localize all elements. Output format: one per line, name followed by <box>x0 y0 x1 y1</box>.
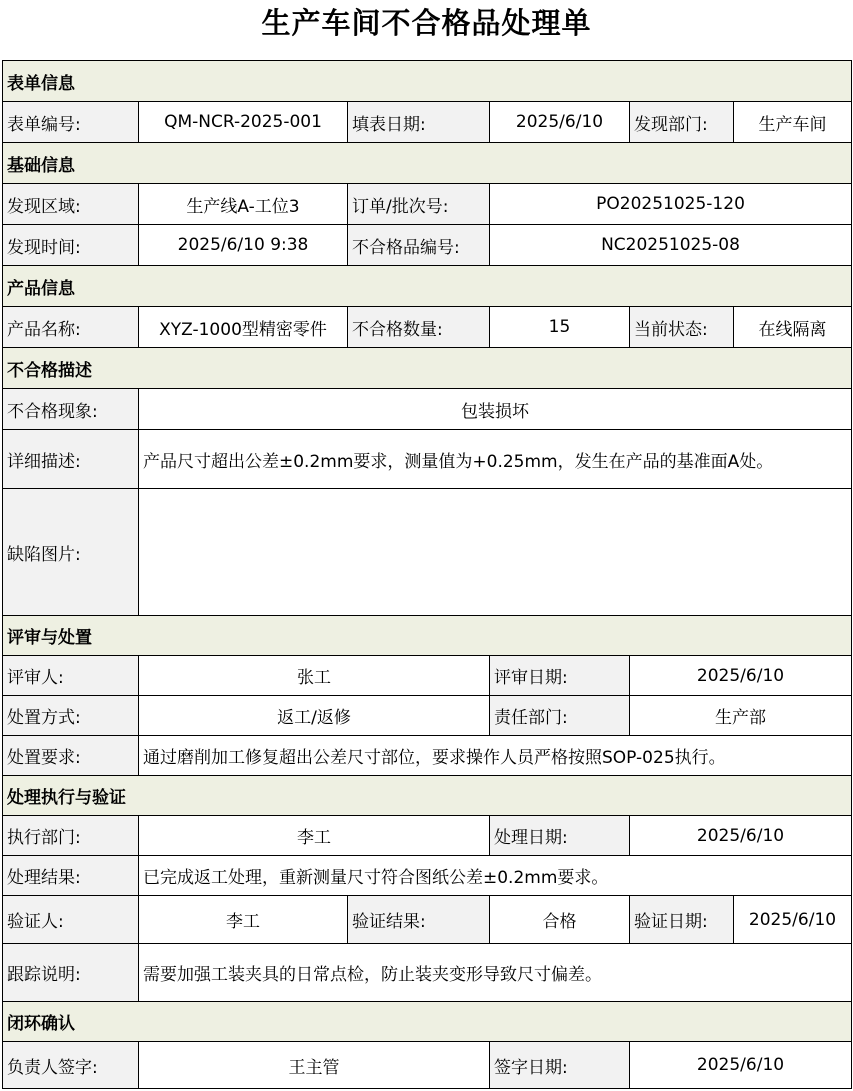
exec-dept-value[interactable]: 李工 <box>139 816 490 856</box>
verify-result-value[interactable]: 合格 <box>490 896 630 944</box>
fill-date-value[interactable]: 2025/6/10 <box>490 102 630 143</box>
section-form-info: 表单信息 <box>3 61 852 102</box>
product-name-label: 产品名称: <box>3 307 139 348</box>
signer-label: 负责人签字: <box>3 1042 139 1089</box>
result-label: 处理结果: <box>3 856 139 896</box>
tracking-value[interactable]: 需要加强工装夹具的日常点检，防止装夹变形导致尺寸偏差。 <box>139 944 852 1002</box>
section-nonconformity: 不合格描述 <box>3 348 852 389</box>
detail-label: 详细描述: <box>3 430 139 489</box>
reviewer-value[interactable]: 张工 <box>139 656 490 696</box>
ncr-form-table <box>2 60 852 1089</box>
reviewer-label: 评审人: <box>3 656 139 696</box>
nc-qty-label: 不合格数量: <box>348 307 490 348</box>
fill-date-label: 填表日期: <box>348 102 490 143</box>
verifier-value[interactable]: 李工 <box>139 896 348 944</box>
phenomenon-label: 不合格现象: <box>3 389 139 430</box>
time-value[interactable]: 2025/6/10 9:38 <box>139 225 348 266</box>
order-label: 订单/批次号: <box>348 184 490 225</box>
verify-result-label: 验证结果: <box>348 896 490 944</box>
found-dept-value[interactable]: 生产车间 <box>734 102 852 143</box>
nc-qty-value[interactable]: 15 <box>490 307 630 348</box>
nc-no-value[interactable]: NC20251025-08 <box>490 225 852 266</box>
sign-date-value[interactable]: 2025/6/10 <box>630 1042 852 1089</box>
exec-dept-label: 执行部门: <box>3 816 139 856</box>
resp-dept-value[interactable]: 生产部 <box>630 696 852 736</box>
method-value[interactable]: 返工/返修 <box>139 696 490 736</box>
section-review: 评审与处置 <box>3 616 852 656</box>
signer-value[interactable]: 王主管 <box>139 1042 490 1089</box>
review-date-value[interactable]: 2025/6/10 <box>630 656 852 696</box>
time-label: 发现时间: <box>3 225 139 266</box>
product-name-value[interactable]: XYZ-1000型精密零件 <box>139 307 348 348</box>
area-value[interactable]: 生产线A-工位3 <box>139 184 348 225</box>
method-label: 处置方式: <box>3 696 139 736</box>
handle-date-label: 处理日期: <box>490 816 630 856</box>
section-basic-info: 基础信息 <box>3 143 852 184</box>
area-label: 发现区域: <box>3 184 139 225</box>
verify-date-value[interactable]: 2025/6/10 <box>734 896 852 944</box>
section-closure: 闭环确认 <box>3 1002 852 1042</box>
handle-date-value[interactable]: 2025/6/10 <box>630 816 852 856</box>
detail-value[interactable]: 产品尺寸超出公差±0.2mm要求，测量值为+0.25mm，发生在产品的基准面A处。 <box>139 430 852 489</box>
verify-date-label: 验证日期: <box>630 896 734 944</box>
section-execution: 处理执行与验证 <box>3 776 852 816</box>
requirement-value[interactable]: 通过磨削加工修复超出公差尺寸部位，要求操作人员严格按照SOP-025执行。 <box>139 736 852 776</box>
review-date-label: 评审日期: <box>490 656 630 696</box>
sign-date-label: 签字日期: <box>490 1042 630 1089</box>
requirement-label: 处置要求: <box>3 736 139 776</box>
picture-label: 缺陷图片: <box>3 489 139 616</box>
phenomenon-value[interactable]: 包装损坏 <box>139 389 852 430</box>
form-no-label: 表单编号: <box>3 102 139 143</box>
resp-dept-label: 责任部门: <box>490 696 630 736</box>
defect-picture-area[interactable] <box>139 489 852 616</box>
form-no-value[interactable]: QM-NCR-2025-001 <box>139 102 348 143</box>
tracking-label: 跟踪说明: <box>3 944 139 1002</box>
verifier-label: 验证人: <box>3 896 139 944</box>
order-value[interactable]: PO20251025-120 <box>490 184 852 225</box>
found-dept-label: 发现部门: <box>630 102 734 143</box>
result-value[interactable]: 已完成返工处理，重新测量尺寸符合图纸公差±0.2mm要求。 <box>139 856 852 896</box>
section-product-info: 产品信息 <box>3 266 852 307</box>
nc-no-label: 不合格品编号: <box>348 225 490 266</box>
status-value[interactable]: 在线隔离 <box>734 307 852 348</box>
status-label: 当前状态: <box>630 307 734 348</box>
form-title: 生产车间不合格品处理单 <box>261 6 592 40</box>
